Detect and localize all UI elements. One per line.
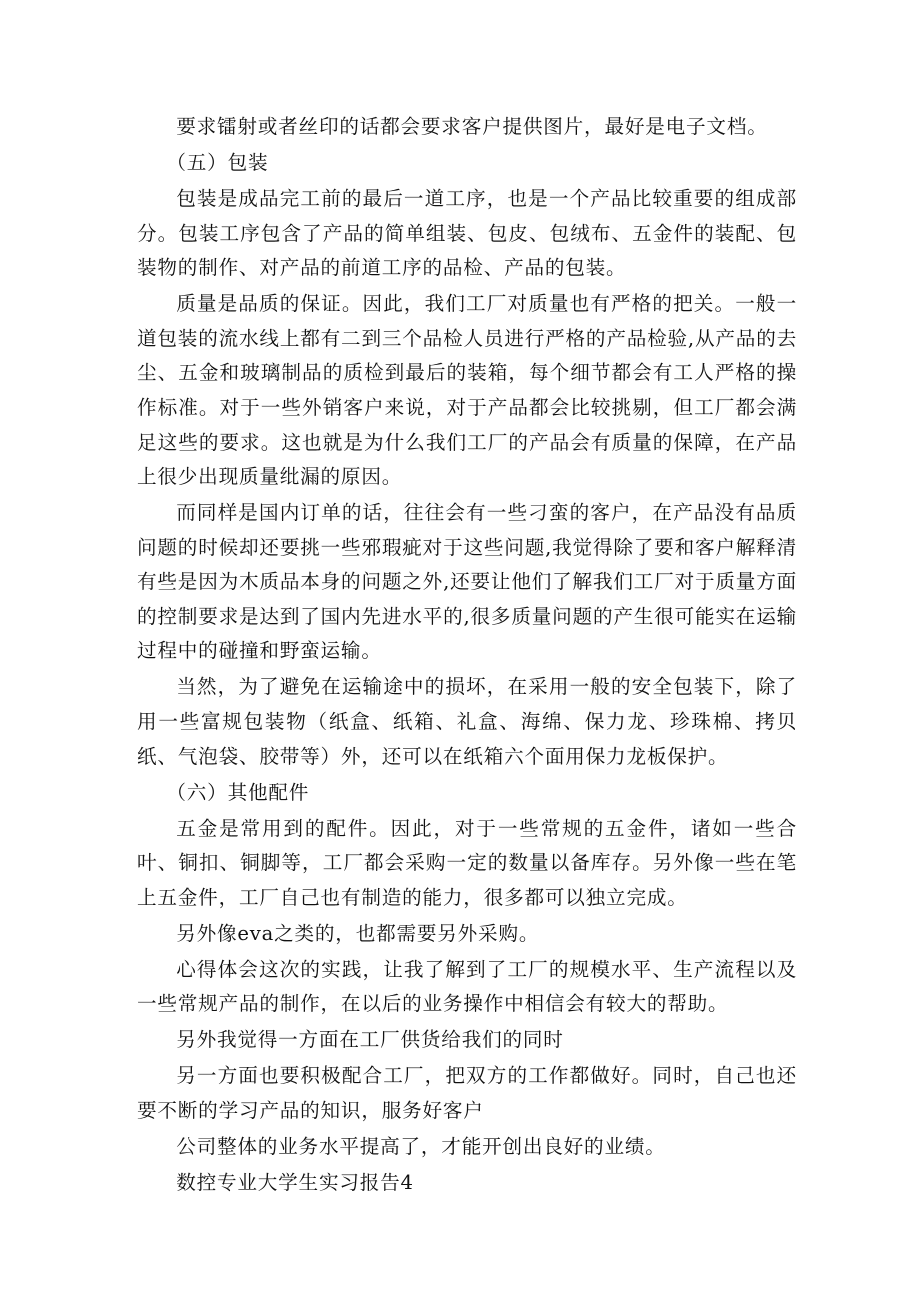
paragraph: 当然，为了避免在运输途中的损坏，在采用一般的安全包装下，除了用一些富规包装物（纸盒、纸箱、礼盒、海绵、保力龙、珍珠棉、拷贝纸、气泡袋、胶带等）外，还可以在纸箱六个面用保力龙板保护。 xyxy=(137,675,797,768)
paragraph: 五金是常用到的配件。因此，对于一些常规的五金件，诸如一些合叶、铜扣、铜脚等，工厂都会采购一定的数量以备库存。另外像一些在笔上五金件，工厂自己也有制造的能力，很多都可以独立完成。 xyxy=(137,816,797,909)
paragraph: 另外像eva之类的，也都需要另外采购。 xyxy=(176,921,540,945)
paragraph: 另外我觉得一方面在工厂供货给我们的同时 xyxy=(176,1028,564,1052)
paragraph: 质量是品质的保证。因此，我们工厂对质量也有严格的把关。一般一道包装的流水线上都有二到三个品检人员进行严格的产品检验,从产品的去尘、五金和玻璃制品的质检到最后的装箱，每个细节都会有工人严格的操作标准。对于一些外销客户来说，对于产品都会比较挑剔，但工厂都会满足这些的要求。这也就是为什么我们工厂的产品会有质量的保障，在产品上很少出现质量纰漏的原因。 xyxy=(137,292,797,489)
paragraph: 而同样是国内订单的话，往往会有一些刁蛮的客户，在产品没有品质问题的时候却还要挑一些邪瑕疵对于这些问题,我觉得除了要和客户解释清有些是因为木质品本身的问题之外,还要让他们了解我们工厂对于质量方面的控制要求是达到了国内先进水平的,很多质量问题的产生很可能实在运输过程中的碰撞和野蛮运输。 xyxy=(137,501,797,663)
paragraph: 另一方面也要积极配合工厂，把双方的工作都做好。同时，自己也还要不断的学习产品的知识，服务好客户 xyxy=(137,1064,797,1122)
paragraph: 心得体会这次的实践，让我了解到了工厂的规模水平、生产流程以及一些常规产品的制作，在以后的业务操作中相信会有较大的帮助。 xyxy=(137,957,797,1016)
paragraph: 要求镭射或者丝印的话都会要求客户提供图片，最好是电子文档。 xyxy=(176,115,768,138)
paragraph: 公司整体的业务水平提高了，才能开创出良好的业绩。 xyxy=(176,1134,666,1158)
paragraph: 包装是成品完工前的最后一道工序，也是一个产品比较重要的组成部分。包装工序包含了产品的简单组装、包皮、包绒布、五金件的装配、包装物的制作、对产品的前道工序的品检、产品的包装。 xyxy=(137,186,797,280)
section-heading: （五）包装 xyxy=(166,150,269,174)
section-heading: （六）其他配件 xyxy=(166,780,310,804)
report-title: 数控专业大学生实习报告4 xyxy=(176,1170,414,1194)
document-body xyxy=(137,110,797,1202)
